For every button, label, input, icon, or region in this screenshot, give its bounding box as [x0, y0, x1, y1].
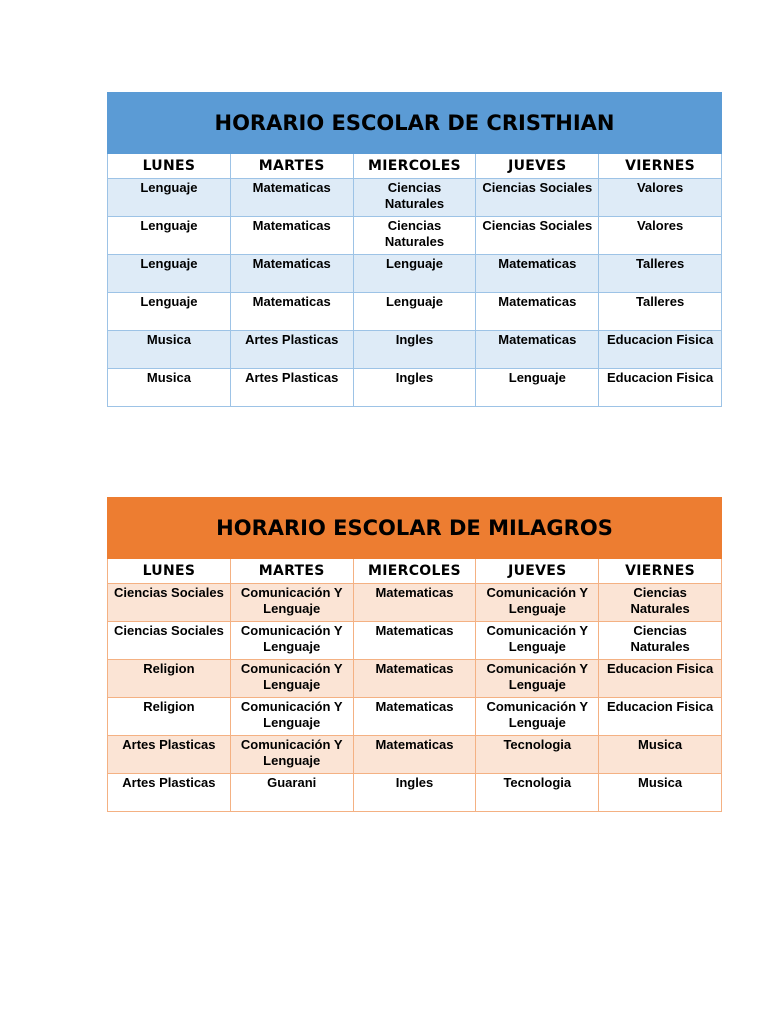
schedule-title-row [108, 498, 722, 559]
table-row [108, 255, 722, 293]
table-cell: Educacion Fisica [599, 660, 722, 698]
table-cell: Valores [599, 179, 722, 217]
table-cell: Tecnologia [476, 774, 599, 812]
table-cell: Comunicación Y Lenguaje [230, 584, 353, 622]
schedule-title: HORARIO ESCOLAR DE MILAGROS [108, 498, 722, 559]
day-header-row [108, 559, 722, 584]
table-cell: Matematicas [353, 584, 476, 622]
day-header-row [108, 154, 722, 179]
table-row [108, 179, 722, 217]
day-header-monday: LUNES [108, 154, 231, 179]
table-cell: Religion [108, 698, 231, 736]
table-cell: Lenguaje [108, 179, 231, 217]
table-cell: Artes Plasticas [230, 369, 353, 407]
table-cell: Musica [108, 331, 231, 369]
table-cell: Ciencias Sociales [476, 217, 599, 255]
table-cell: Religion [108, 660, 231, 698]
table-cell: Ciencias Naturales [353, 217, 476, 255]
table-row [108, 736, 722, 774]
table-cell: Matematicas [476, 331, 599, 369]
table-row [108, 622, 722, 660]
day-header-tuesday: MARTES [230, 154, 353, 179]
table-cell: Artes Plasticas [108, 736, 231, 774]
table-cell: Lenguaje [108, 255, 231, 293]
table-cell: Educacion Fisica [599, 331, 722, 369]
table-cell: Artes Plasticas [230, 331, 353, 369]
table-cell: Guarani [230, 774, 353, 812]
table-row [108, 584, 722, 622]
table-cell: Educacion Fisica [599, 698, 722, 736]
table-cell: Ciencias Sociales [476, 179, 599, 217]
table-cell: Lenguaje [108, 293, 231, 331]
table-cell: Lenguaje [353, 293, 476, 331]
table-cell: Talleres [599, 293, 722, 331]
table-cell: Comunicación Y Lenguaje [476, 660, 599, 698]
table-cell: Ciencias Sociales [108, 584, 231, 622]
table-cell: Comunicación Y Lenguaje [476, 698, 599, 736]
table-cell: Comunicación Y Lenguaje [476, 622, 599, 660]
table-cell: Matematicas [353, 698, 476, 736]
table-cell: Ingles [353, 369, 476, 407]
table-cell: Matematicas [353, 622, 476, 660]
table-cell: Matematicas [353, 736, 476, 774]
day-header-thursday: JUEVES [476, 154, 599, 179]
table-cell: Comunicación Y Lenguaje [230, 736, 353, 774]
table-cell: Ciencias Sociales [108, 622, 231, 660]
table-row [108, 660, 722, 698]
table-cell: Artes Plasticas [108, 774, 231, 812]
table-cell: Lenguaje [108, 217, 231, 255]
table-cell: Matematicas [230, 293, 353, 331]
schedule-table-milagros [107, 497, 722, 812]
schedule-title-row [108, 93, 722, 154]
table-cell: Lenguaje [353, 255, 476, 293]
table-row [108, 331, 722, 369]
table-cell: Comunicación Y Lenguaje [476, 584, 599, 622]
table-row [108, 293, 722, 331]
table-cell: Comunicación Y Lenguaje [230, 622, 353, 660]
table-cell: Matematicas [476, 255, 599, 293]
table-cell: Matematicas [230, 255, 353, 293]
table-cell: Matematicas [476, 293, 599, 331]
table-cell: Ingles [353, 774, 476, 812]
day-header-tuesday: MARTES [230, 559, 353, 584]
table-cell: Ciencias Naturales [353, 179, 476, 217]
table-cell: Valores [599, 217, 722, 255]
table-row [108, 698, 722, 736]
table-cell: Tecnologia [476, 736, 599, 774]
table-row [108, 774, 722, 812]
table-cell: Musica [599, 774, 722, 812]
table-cell: Ingles [353, 331, 476, 369]
table-cell: Matematicas [230, 179, 353, 217]
table-cell: Matematicas [353, 660, 476, 698]
day-header-thursday: JUEVES [476, 559, 599, 584]
table-cell: Comunicación Y Lenguaje [230, 660, 353, 698]
table-cell: Matematicas [230, 217, 353, 255]
table-cell: Educacion Fisica [599, 369, 722, 407]
day-header-friday: VIERNES [599, 559, 722, 584]
table-cell: Ciencias Naturales [599, 622, 722, 660]
table-cell: Musica [108, 369, 231, 407]
schedule-title: HORARIO ESCOLAR DE CRISTHIAN [108, 93, 722, 154]
day-header-friday: VIERNES [599, 154, 722, 179]
day-header-wednesday: MIERCOLES [353, 154, 476, 179]
table-cell: Talleres [599, 255, 722, 293]
table-row [108, 369, 722, 407]
table-row [108, 217, 722, 255]
table-cell: Lenguaje [476, 369, 599, 407]
day-header-wednesday: MIERCOLES [353, 559, 476, 584]
schedule-table-cristhian [107, 92, 722, 407]
table-cell: Comunicación Y Lenguaje [230, 698, 353, 736]
table-cell: Ciencias Naturales [599, 584, 722, 622]
table-cell: Musica [599, 736, 722, 774]
day-header-monday: LUNES [108, 559, 231, 584]
